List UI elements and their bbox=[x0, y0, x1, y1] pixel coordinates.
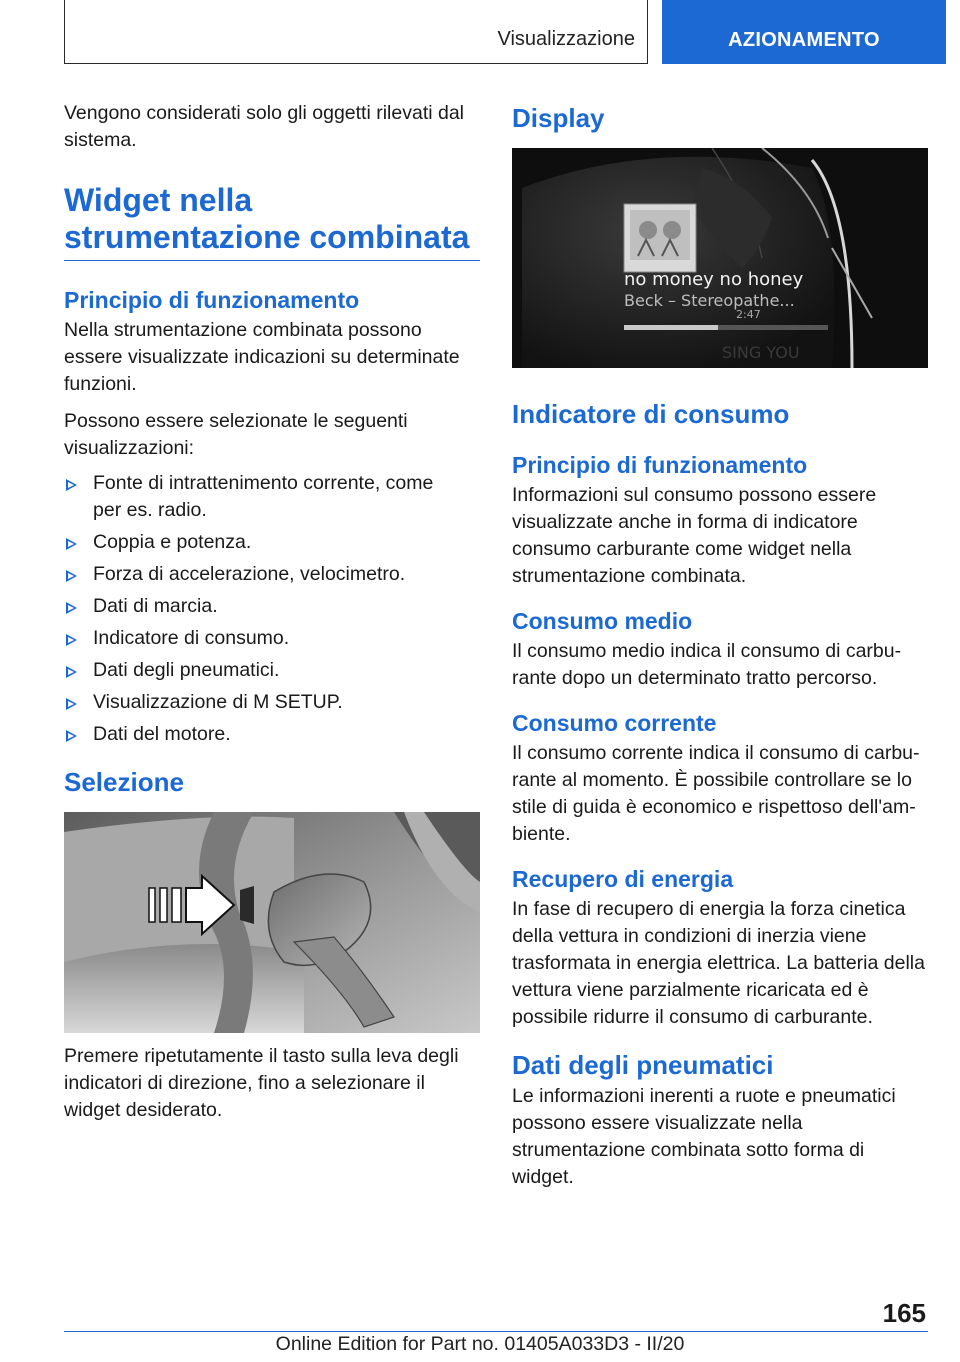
triangle-bullet-icon bbox=[66, 602, 77, 614]
header-section-title: Visualizzazione bbox=[497, 28, 635, 50]
turn-signal-lever-image bbox=[64, 812, 480, 1033]
widget-title: Widget nella strumentazione combinata bbox=[64, 182, 470, 255]
list-item: Coppia e potenza. bbox=[64, 529, 480, 556]
selectable-paragraph: Possono essere selezionate le seguenti visualizzazioni: bbox=[64, 410, 408, 459]
energy-recovery-heading: Recupero di energia bbox=[512, 866, 734, 892]
list-item: Dati del motore. bbox=[64, 721, 480, 748]
intro-paragraph: Vengono considerati solo gli oggetti rilevati dal sistema. bbox=[64, 102, 465, 151]
header-section-box bbox=[64, 0, 648, 64]
current-consumption-heading: Consumo corrente bbox=[512, 710, 717, 736]
list-item: Dati di marcia. bbox=[64, 593, 480, 620]
list-item: Dati degli pneumatici. bbox=[64, 657, 480, 684]
triangle-bullet-icon bbox=[66, 479, 77, 491]
triangle-bullet-icon bbox=[66, 570, 77, 582]
triangle-bullet-icon bbox=[66, 698, 77, 710]
energy-recovery-paragraph: In fase di recupero di energia la forza cinetica della vettura in condizioni di inerzia viene trasformata in energia elettrica. La batteria della vettura viene parzialmente ricaricata ed è possibile ridurre il consumo di carburante. bbox=[512, 898, 925, 1028]
triangle-bullet-icon bbox=[66, 634, 77, 646]
svg-text:SING YOU: SING YOU bbox=[722, 343, 800, 362]
list-item: Forza di accelerazione, velocimetro. bbox=[64, 561, 480, 588]
list-item: Indicatore di consumo. bbox=[64, 625, 480, 652]
consumption-principle-heading: Principio di funzionamento bbox=[512, 452, 808, 478]
artist-album: Beck – Stereopathe... bbox=[624, 291, 795, 310]
widget-list bbox=[64, 470, 480, 748]
left-column bbox=[64, 100, 480, 1124]
display-heading: Display bbox=[512, 103, 605, 133]
triangle-bullet-icon bbox=[66, 730, 77, 742]
right-column bbox=[512, 100, 928, 1191]
lever-illustration-icon bbox=[64, 812, 480, 1033]
tire-data-paragraph: Le informazioni inerenti a ruote e pneumatici possono essere visualizzate nella strumentazione combinata sotto forma di widget. bbox=[512, 1085, 896, 1188]
triangle-bullet-icon bbox=[66, 538, 77, 550]
header-chapter-tab bbox=[662, 0, 946, 64]
list-item: Visualizzazione di M SETUP. bbox=[64, 689, 480, 716]
page-number: 165 bbox=[882, 1298, 926, 1328]
song-title: no money no honey bbox=[624, 269, 804, 290]
avg-consumption-paragraph: Il consumo medio indica il consumo di carburante dopo un determinato tratto percorso. bbox=[512, 640, 902, 689]
current-consumption-paragraph: Il consumo corrente indica il consumo di carburante al momento. È possibile controllare se lo stile di guida è economico e rispettoso dell'ambiente. bbox=[512, 742, 920, 845]
avg-consumption-heading: Consumo medio bbox=[512, 608, 693, 634]
principle-heading: Principio di funzionamento bbox=[64, 287, 360, 313]
title-rule bbox=[64, 260, 480, 261]
tire-data-heading: Dati degli pneumatici bbox=[512, 1050, 774, 1080]
consumption-principle-paragraph: Informazioni sul consumo possono essere visualizzate anche in forma di indicatore consumo carburante come widget nella strumentazione combinata. bbox=[512, 484, 877, 587]
header-chapter-title: AZIONAMENTO bbox=[728, 29, 880, 51]
selection-paragraph: Premere ripetutamente il tasto sulla leva degli indicatori di direzione, fino a selezionare il widget desiderato. bbox=[64, 1045, 459, 1121]
list-item: Fonte di intrattenimento corrente, come per es. radio. bbox=[64, 470, 480, 524]
triangle-bullet-icon bbox=[66, 666, 77, 678]
display-image bbox=[512, 148, 928, 368]
instrument-display-icon bbox=[512, 148, 928, 368]
track-time: 2:47 bbox=[736, 308, 761, 321]
footer-rule bbox=[64, 1331, 928, 1332]
principle-paragraph: Nella strumentazione combinata possono essere visualizzate indicazioni su determinate funzioni. bbox=[64, 319, 460, 395]
consumption-heading: Indicatore di consumo bbox=[512, 399, 790, 429]
selection-heading: Selezione bbox=[64, 767, 184, 797]
footer-edition: Online Edition for Part no. 01405A033D3 - II/20 bbox=[275, 1333, 685, 1355]
